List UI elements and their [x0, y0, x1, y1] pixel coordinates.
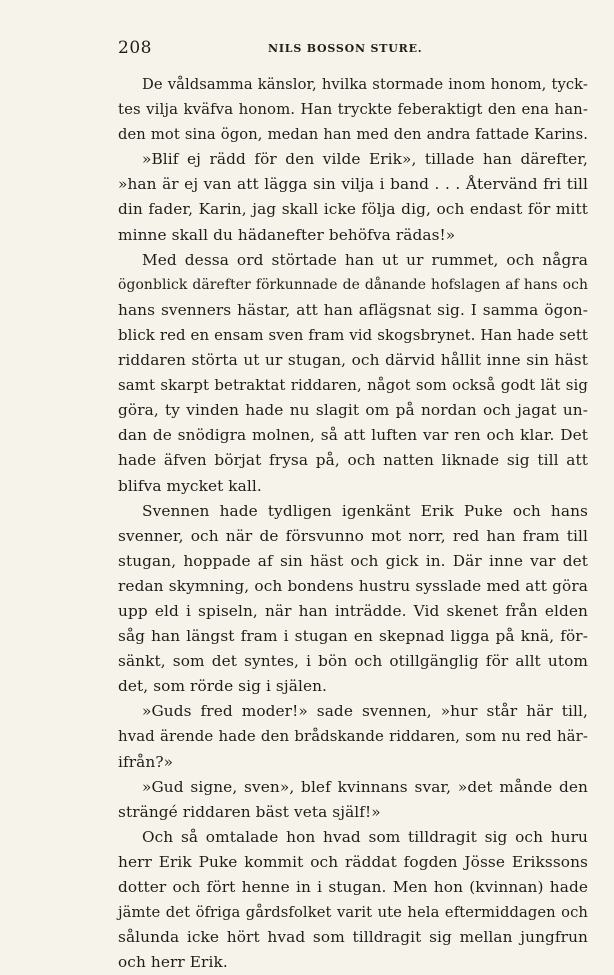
text-line: hade äfven börjat frysa på, och natten liknade sig till att: [118, 451, 588, 470]
text-line: »Blif ej rädd för den vilde Erik», tillade han därefter,: [142, 150, 588, 169]
text-line: svenner, och när de försvunno mot norr, red han fram till: [118, 526, 588, 545]
text-line: De våldsamma känslor, hvilka stormade inom honom, tyck-: [142, 76, 588, 93]
text-line: upp eld i spiseln, när han inträdde. Vid skenet från elden: [118, 601, 588, 620]
text-line: tes vilja kväfva honom. Han tryckte feberaktigt den ena han-: [118, 100, 588, 119]
text-line: samt skarpt betraktat riddaren, något som också godt lät sig: [118, 376, 588, 395]
text-line: strängé riddaren bäst veta själf!»: [118, 802, 381, 821]
text-line: minne skall du hädanefter behöfva rädas!»: [118, 225, 456, 244]
text-line: din fader, Karin, jag skall icke följa dig, och endast för mitt: [118, 200, 588, 219]
text-line: ifrån?»: [118, 752, 174, 771]
text-line: såg han längst fram i stugan en skepnad ligga på knä, för-: [118, 627, 588, 646]
text-line: »Guds fred moder!» sade svennen, »hur står här till,: [142, 702, 588, 721]
text-line: riddaren störta ut ur stugan, och därvid hållit inne sin häst: [118, 351, 588, 370]
text-line: Och så omtalade hon hvad som tilldragit sig och huru: [142, 827, 588, 846]
text-line: »Gud signe, sven», blef kvinnans svar, »det månde den: [142, 777, 588, 796]
page-number: 208: [118, 38, 152, 58]
text-line: Svennen hade tydligen igenkänt Erik Puke och hans: [142, 501, 588, 520]
text-line: hans svenners hästar, att han aflägsnat sig. I samma ögon-: [118, 300, 588, 319]
text-line: och herr Erik.: [118, 953, 228, 972]
text-line: stugan, hoppade af sin häst och gick in. Där inne var det: [118, 551, 588, 570]
body-text: [118, 72, 588, 975]
text-line: »han är ej van att lägga sin vilja i band . . . Återvänd fri till: [118, 175, 588, 194]
text-line: sålunda icke hört hvad som tilldragit sig mellan jungfrun: [118, 928, 588, 947]
text-line: hvad ärende hade den brådskande riddaren, som nu red här-: [118, 727, 588, 746]
text-line: blifva mycket kall.: [118, 476, 262, 495]
text-line: redan skymning, och bondens hustru sysslade med att göra: [118, 576, 588, 595]
text-line: det, som rörde sig i själen.: [118, 677, 328, 696]
text-line: den mot sina ögon, medan han med den andra fattade Karins.: [118, 126, 588, 144]
text-line: herr Erik Puke kommit och räddat fogden Jösse Erikssons: [118, 852, 588, 871]
running-head: NILS BOSSON STURE.: [268, 42, 423, 55]
text-line: Med dessa ord störtade han ut ur rummet, och några: [142, 250, 588, 269]
text-line: göra, ty vinden hade nu slagit om på nordan och jagat un-: [118, 401, 588, 420]
text-line: ögonblick därefter förkunnade de dånande hofslagen af hans och: [118, 276, 588, 293]
text-line: dotter och fört henne in i stugan. Men hon (kvinnan) hade: [118, 878, 588, 896]
text-line: jämte det öfriga gårdsfolket varit ute hela eftermiddagen och: [118, 904, 588, 922]
text-line: sänkt, som det syntes, i bön och otillgänglig för allt utom: [118, 652, 588, 671]
page-header: [96, 38, 584, 64]
text-line: blick red en ensam sven fram vid skogsbrynet. Han hade sett: [118, 325, 588, 344]
text-line: dan de snödigra molnen, så att luften var ren och klar. Det: [118, 426, 588, 445]
